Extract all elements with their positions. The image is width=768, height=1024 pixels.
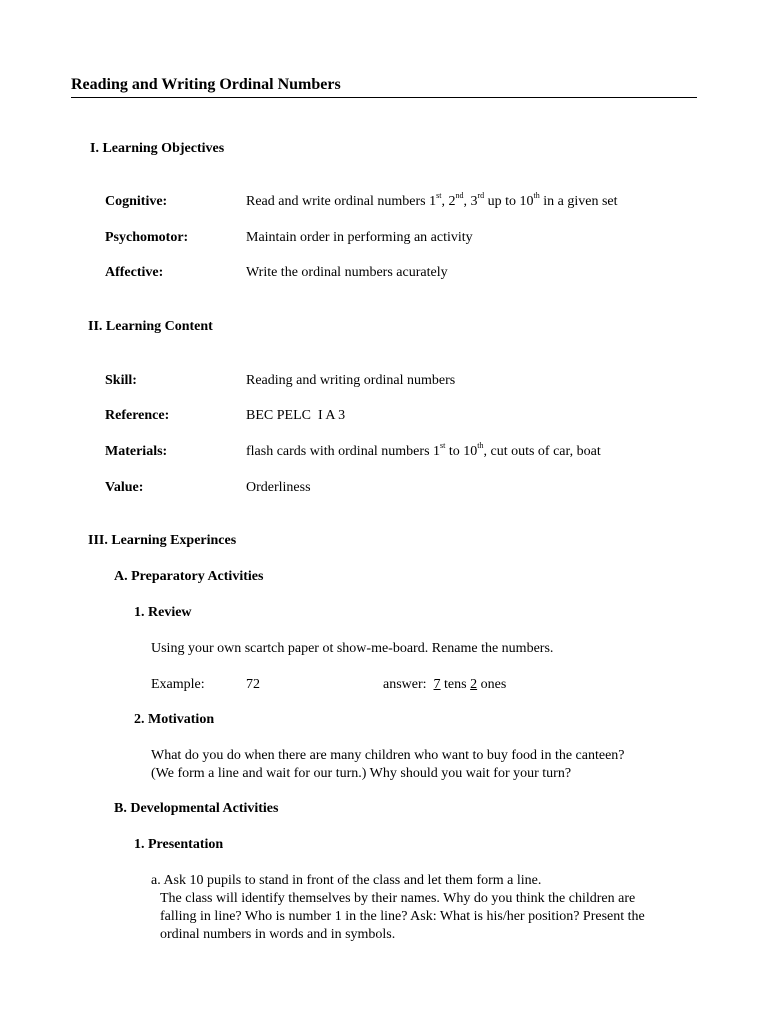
motivation-line-1: What do you do when there are many children who want to buy food in the canteen? [151,748,625,763]
skill-label: Skill: [105,373,137,388]
psychomotor-text: Maintain order in performing an activity [246,230,473,245]
developmental-activities-heading: B. Developmental Activities [114,801,279,816]
presentation-heading: 1. Presentation [134,837,224,852]
example-value: 72 [246,677,260,692]
example-label: Example: [151,677,205,692]
reference-label: Reference: [105,408,170,423]
affective-text: Write the ordinal numbers acurately [246,265,448,280]
section-learning-content-heading: II. Learning Content [88,319,213,334]
materials-text: flash cards with ordinal numbers 1st to 10th, cut outs of car, boat [246,441,601,459]
section-learning-objectives-heading: I. Learning Objectives [90,141,225,156]
skill-text: Reading and writing ordinal numbers [246,373,456,388]
motivation-heading: 2. Motivation [134,712,215,727]
presentation-line-2: The class will identify themselves by their names. Why do you think the children are [160,891,636,906]
section-learning-experiences-heading: III. Learning Experinces [88,533,237,548]
value-label: Value: [105,480,144,495]
materials-label: Materials: [105,444,168,459]
reference-text: BEC PELC I A 3 [246,408,346,423]
presentation-line-1: a. Ask 10 pupils to stand in front of the class and let them form a line. [151,873,542,888]
cognitive-label: Cognitive: [105,194,168,209]
value-text: Orderliness [246,480,311,495]
preparatory-activities-heading: A. Preparatory Activities [114,569,264,584]
psychomotor-label: Psychomotor: [105,230,189,245]
presentation-line-4: ordinal numbers in words and in symbols. [160,927,396,942]
affective-label: Affective: [105,265,164,280]
motivation-line-2: (We form a line and wait for our turn.) Why should you wait for your turn? [151,766,572,781]
cognitive-text: Read and write ordinal numbers 1st, 2nd, 3rd up to 10th in a given set [246,191,618,209]
presentation-line-3: falling in line? Who is number 1 in the line? Ask: What is his/her position? Present the [160,909,645,924]
example-answer: answer: 7 tens 2 ones [383,677,507,692]
title-underline [71,97,697,98]
document-title: Reading and Writing Ordinal Numbers [71,76,341,93]
review-heading: 1. Review [134,605,192,620]
review-text: Using your own scartch paper ot show-me-board. Rename the numbers. [151,641,554,656]
